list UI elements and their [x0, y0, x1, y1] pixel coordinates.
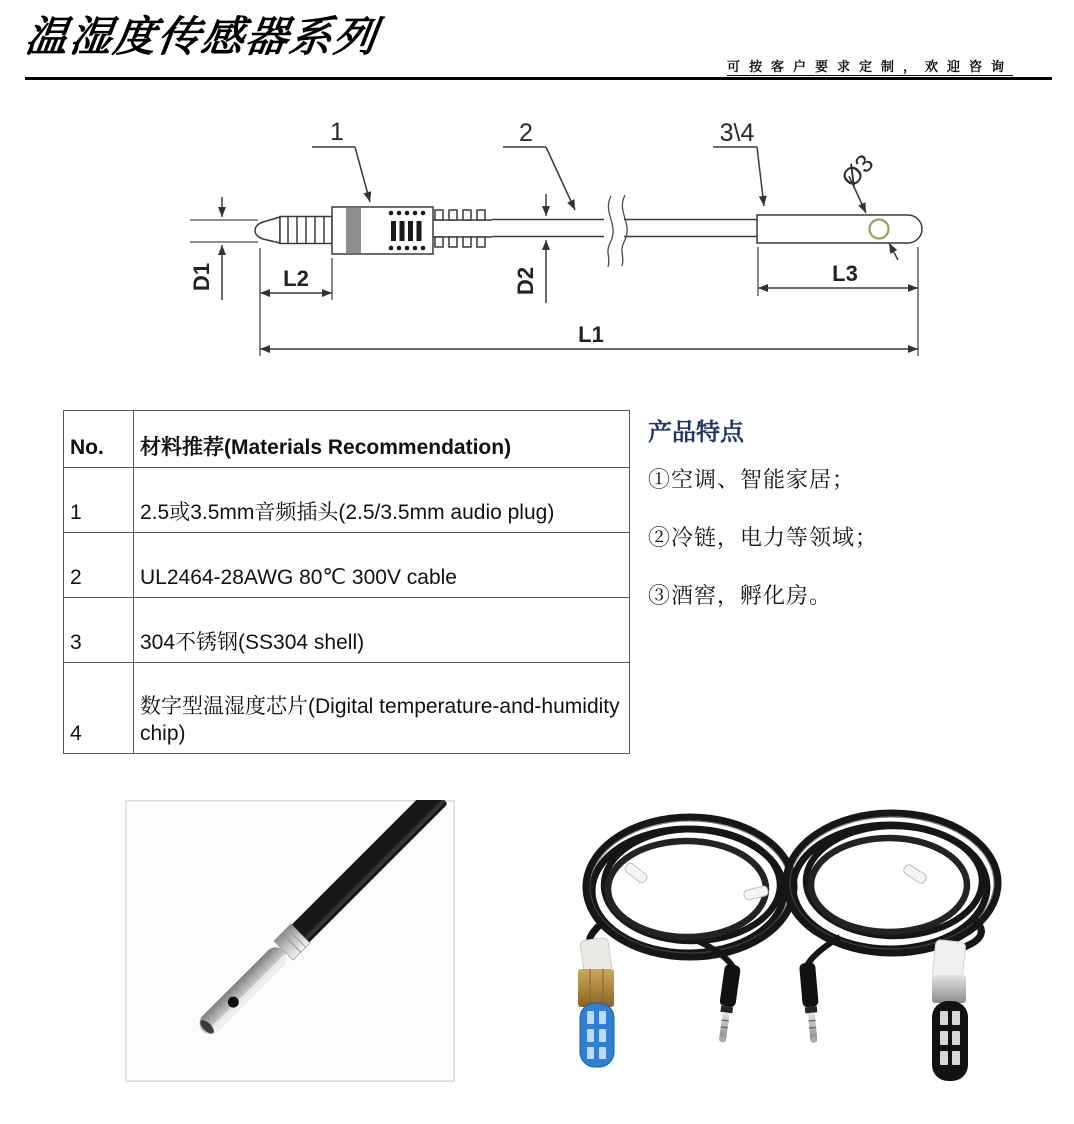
table-row: [64, 598, 630, 663]
table-row: [64, 533, 630, 598]
product-photo-probe: [125, 800, 455, 1082]
l1-label: L1: [578, 322, 604, 347]
row-material: 2.5或3.5mm音频插头(2.5/3.5mm audio plug): [134, 468, 630, 533]
dimension-d2: [513, 194, 546, 303]
dimension-d1: [189, 197, 258, 300]
product-features: [648, 412, 1048, 637]
l3-label: L3: [832, 261, 858, 286]
strain-relief: [433, 210, 492, 247]
l2-label: L2: [283, 266, 309, 291]
header-material: 材料推荐(Materials Recommendation): [134, 411, 630, 468]
header-divider: [25, 77, 1052, 80]
sensor-head-blue: [578, 923, 614, 1067]
dimension-drawing: [0, 100, 1074, 390]
row-no: 4: [64, 663, 134, 754]
hole-diameter-label: Ø3: [836, 149, 880, 193]
callout-plug-label: 1: [330, 118, 344, 146]
d1-label: D1: [189, 262, 214, 292]
drawn-cable: [492, 195, 757, 267]
row-no: 3: [64, 598, 134, 663]
dimension-l1: [260, 247, 918, 356]
table-header-row: [64, 411, 630, 468]
callout-plug: [312, 118, 370, 202]
row-no: 2: [64, 533, 134, 598]
d2-label: D2: [513, 266, 538, 296]
row-material: 304不锈钢(SS304 shell): [134, 598, 630, 663]
feature-item: ③酒窖，孵化房。: [648, 583, 833, 608]
callout-probe: [713, 119, 764, 206]
table-row: [64, 468, 630, 533]
callout-cable-label: 2: [519, 119, 533, 147]
feature-item: ②冷链，电力等领域；: [648, 525, 879, 550]
materials-table: [63, 410, 630, 754]
page-title: 温湿度传感器系列: [22, 12, 382, 61]
row-material: 数字型温湿度芯片(Digital temperature-and-humidity chip): [134, 663, 630, 754]
feature-item: ①空调、智能家居；: [648, 467, 856, 492]
row-no: 1: [64, 468, 134, 533]
table-row: [64, 663, 630, 754]
customization-tagline: 可按客户要求定制，欢迎咨询: [727, 59, 1014, 74]
features-heading: 产品特点: [648, 419, 744, 446]
header-no: No.: [64, 411, 134, 468]
drawn-audio-plug: [255, 207, 492, 254]
callout-probe-label: 3\4: [719, 119, 755, 147]
dimension-l3: [758, 247, 918, 296]
dimension-l2: [260, 258, 332, 300]
drawn-probe: [757, 215, 922, 243]
product-photo-cable-pair: [540, 805, 1060, 1115]
row-material: UL2464-28AWG 80℃ 300V cable: [134, 533, 630, 598]
callout-cable: [503, 119, 575, 210]
